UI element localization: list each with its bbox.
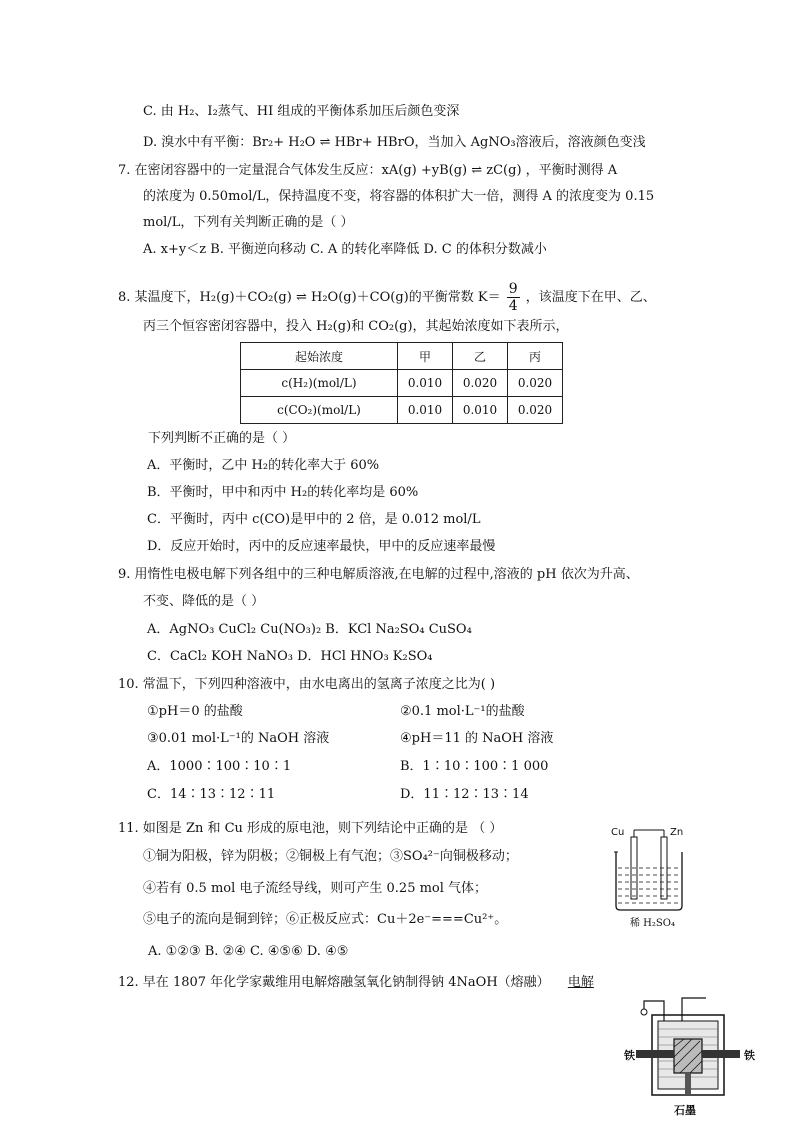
q6-option-d: D. 溴水中有平衡：Br₂+ H₂O ⇌ HBr+ HBrO，当加入 AgNO₃溶液后，溶液颜色变浅 [143,135,646,150]
q8-option-d: D．反应开始时，丙中的反应速率最快，甲中的反应速率最慢 [147,539,496,554]
table-header-cell: 丙 [508,343,563,370]
q11-statement-3: ⑤电子的流向是铜到锌；⑥正极反应式：Cu＋2e⁻===Cu²⁺。 [143,912,508,927]
q10-item-4: ④pH＝11 的 NaOH 溶液 [400,731,554,746]
q11-statement-1: ①铜为阳极，锌为阴极；②铜极上有气泡；③SO₄²⁻向铜极移动； [143,849,518,864]
electrolysis-figure [622,995,772,1120]
q7-stem-2: 的浓度为 0.50mol/L，保持温度不变，将容器的体积扩大一倍，测得 A 的浓度变为 0.15 [143,189,655,204]
table-cell: 0.010 [398,397,453,424]
q8-option-b: B．平衡时，甲中和丙中 H₂的转化率均是 60% [147,485,419,500]
table-header-cell: 起始浓度 [241,343,398,370]
q10-option-d: D．11∶12∶13∶14 [400,787,529,802]
q9-stem-2: 不变、降低的是（ ） [143,594,265,609]
cu-electrode-label: Cu [611,827,625,838]
table-row [241,397,563,424]
q7-options: A. x+y＜z B. 平衡逆向移动 C. A 的转化率降低 D. C 的体积分数减小 [143,242,547,257]
q6-option-c: C. 由 H₂、I₂蒸气、HI 组成的平衡体系加压后颜色变深 [143,104,460,119]
galvanic-cell-figure [604,822,704,932]
q7-stem-1: 7. 在密闭容器中的一定量混合气体发生反应：xA(g) +yB(g) ⇌ zC(g) ，平衡时测得 A [118,163,618,178]
q10-option-b: B．1∶10∶100∶1 000 [400,759,549,774]
table-row [241,370,563,397]
q10-option-a: A．1000∶100∶10∶1 [147,759,292,774]
electrolysis-label: 电解 [567,975,594,990]
k-numerator: 9 [508,281,518,297]
q12-stem-text: 12. 早在 1807 年化学家戴维用电解熔融氢氧化钠制得钠 4NaOH（熔融） [118,975,550,990]
graphite-label: 石墨 [674,1104,696,1117]
table-cell: 0.010 [398,370,453,397]
q11-statement-2: ④若有 0.5 mol 电子流经导线，则可产生 0.25 mol 气体； [143,881,488,896]
q9-stem-1: 9. 用惰性电极电解下列各组中的三种电解质溶液,在电解的过程中,溶液的 pH 依次为升高、 [118,567,639,582]
q9-options-ab: A．AgNO₃ CuCl₂ Cu(NO₃)₂ B．KCl Na₂SO₄ CuSO₄ [147,622,472,637]
table-cell: c(H₂)(mol/L) [241,370,398,397]
q7-stem-3: mol/L，下列有关判断正确的是（ ） [143,215,354,230]
table-header-row [241,343,563,370]
q8-question: 下列判断不正确的是（ ） [148,431,296,446]
q10-item-3: ③0.01 mol·L⁻¹的 NaOH 溶液 [147,731,330,746]
q8-option-a: A．平衡时，乙中 H₂的转化率大于 60% [147,458,380,473]
q9-options-cd: C．CaCl₂ KOH NaNO₃ D．HCl HNO₃ K₂SO₄ [147,649,433,664]
q12-stem [118,974,594,992]
q10-option-c: C．14∶13∶12∶11 [147,787,276,802]
table-header-cell: 乙 [453,343,508,370]
iron-right-label: 铁 [744,1049,755,1062]
q11-options: A. ①②③ B. ②④ C. ④⑤⑥ D. ④⑤ [148,944,349,959]
q11-stem: 11. 如图是 Zn 和 Cu 形成的原电池，则下列结论中正确的是 （ ） [118,821,503,836]
k-fraction [507,281,520,314]
table-header-cell: 甲 [398,343,453,370]
table-cell: c(CO₂)(mol/L) [241,397,398,424]
concentration-table [240,342,563,424]
table-cell: 0.010 [453,397,508,424]
table-cell: 0.020 [453,370,508,397]
q10-stem: 10. 常温下，下列四种溶液中，由水电离出的氢离子浓度之比为( ) [118,677,496,692]
iron-left-label: 铁 [624,1049,635,1062]
q8-stem-text: 8. 某温度下，H₂(g)＋CO₂(g) ⇌ H₂O(g)＋CO(g)的平衡常数 K＝ [118,290,501,305]
table-cell: 0.020 [508,370,563,397]
q8-stem-text-end: ，该温度下在甲、乙、 [525,290,656,305]
table-cell: 0.020 [508,397,563,424]
q8-option-c: C．平衡时，丙中 c(CO)是甲中的 2 倍，是 0.012 mol/L [147,512,481,527]
q10-item-2: ②0.1 mol·L⁻¹的盐酸 [400,704,525,719]
zn-electrode-label: Zn [670,827,684,838]
q8-stem-2: 丙三个恒容密闭容器中，投入 H₂(g)和 CO₂(g)，其起始浓度如下表所示， [143,319,569,334]
q8-stem-1 [118,281,656,314]
k-denominator: 4 [508,298,518,314]
sulfuric-acid-label: 稀 H₂SO₄ [630,918,675,929]
q10-item-1: ①pH＝0 的盐酸 [147,704,243,719]
